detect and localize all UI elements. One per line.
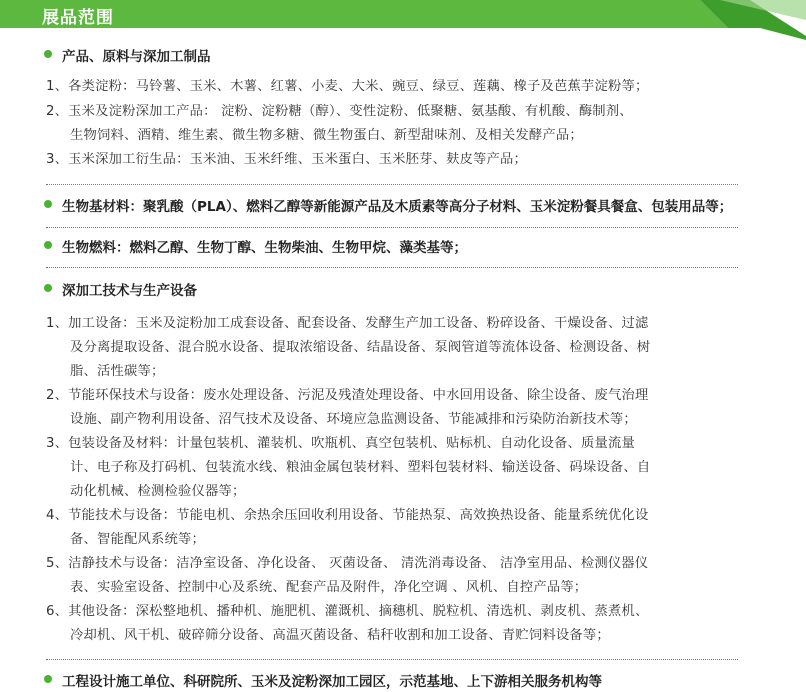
list-item: 生物饲料、酒精、维生素、微生物多糖、微生物蛋白、新型甜味剂、及相关发酵产品； [70, 128, 583, 143]
divider [46, 184, 738, 185]
page-title: 展品范围 [42, 8, 114, 28]
header-bar [0, 0, 806, 28]
divider [46, 267, 738, 268]
section-title-biomaterials: 生物基材料：聚乳酸（PLA）、燃料乙醇等新能源产品及木质素等高分子材料、玉米淀粉餐具餐盒、包装用品等； [62, 199, 733, 215]
section-title-biofuels: 生物燃料：燃料乙醇、生物丁醇、生物柴油、生物甲烷、藻类基等； [62, 240, 467, 256]
list-item: 3、玉米深加工衍生品：玉米油、玉米纤维、玉米蛋白、玉米胚芽、麸皮等产品； [46, 152, 528, 167]
list-item: 冷却机、风干机、破碎筛分设备、高温灭菌设备、秸秆收割和加工设备、青贮饲料设备等； [70, 628, 610, 643]
list-item: 备、智能配风系统等； [70, 532, 205, 547]
list-item: 脂、活性碳等； [70, 364, 165, 379]
list-item: 表、实验室设备、控制中心及系统、配套产品及附件，净化空调 、风机、自控产品等； [70, 580, 588, 595]
section-title-equipment: 深加工技术与生产设备 [62, 283, 197, 299]
list-item: 设施、副产物利用设备、沼气技术及设备、环境应急监测设备、节能减排和污染防治新技术等； [70, 412, 637, 427]
list-item: 1、各类淀粉：马铃薯、玉米、木薯、红薯、小麦、大米、豌豆、绿豆、莲藕、橡子及芭蕉芋淀粉等； [46, 79, 649, 94]
list-item: 及分离提取设备、混合脱水设备、提取浓缩设备、结晶设备、泵阀管道等流体设备、检测设备、树 [70, 340, 651, 355]
list-item: 4、节能技术与设备：节能电机、余热余压回收利用设备、节能热泵、高效换热设备、能量系统优化设 [46, 508, 649, 523]
list-item: 1、加工设备：玉米及淀粉加工成套设备、配套设备、发酵生产加工设备、粉碎设备、干燥设备、过滤 [46, 316, 649, 331]
list-item: 动化机械、检测检验仪器等； [70, 484, 246, 499]
header-banner-shape [0, 0, 806, 40]
list-item: 5、洁静技术与设备：洁净室设备、净化设备、 灭菌设备、 清洗消毒设备、 洁净室用品、检测仪器仪 [46, 556, 649, 571]
list-item: 2、节能环保技术与设备：废水处理设备、污泥及残渣处理设备、中水回用设备、除尘设备、废气治理 [46, 388, 649, 403]
list-item: 2、玉米及淀粉深加工产品： 淀粉、淀粉糖（醇）、变性淀粉、低聚糖、氨基酸、有机酸、酶制剂、 [46, 104, 633, 119]
list-item: 计、电子称及打码机、包装流水线、粮油金属包装材料、塑料包装材料、输送设备、码垛设备、自 [70, 460, 651, 475]
divider [46, 227, 738, 228]
list-item: 3、包装设备及材料：计量包装机、灌装机、吹瓶机、真空包装机、贴标机、自动化设备、质量流量 [46, 436, 636, 451]
list-item: 6、其他设备：深松整地机、播种机、施肥机、灌溉机、摘穗机、脱粒机、清选机、剥皮机、蒸煮机、 [46, 604, 649, 619]
section-title-institutions: 工程设计施工单位、科研院所、玉米及淀粉深加工园区，示范基地、上下游相关服务机构等 [62, 674, 602, 690]
section-title-products: 产品、原料与深加工制品 [62, 49, 211, 65]
divider [46, 659, 738, 660]
